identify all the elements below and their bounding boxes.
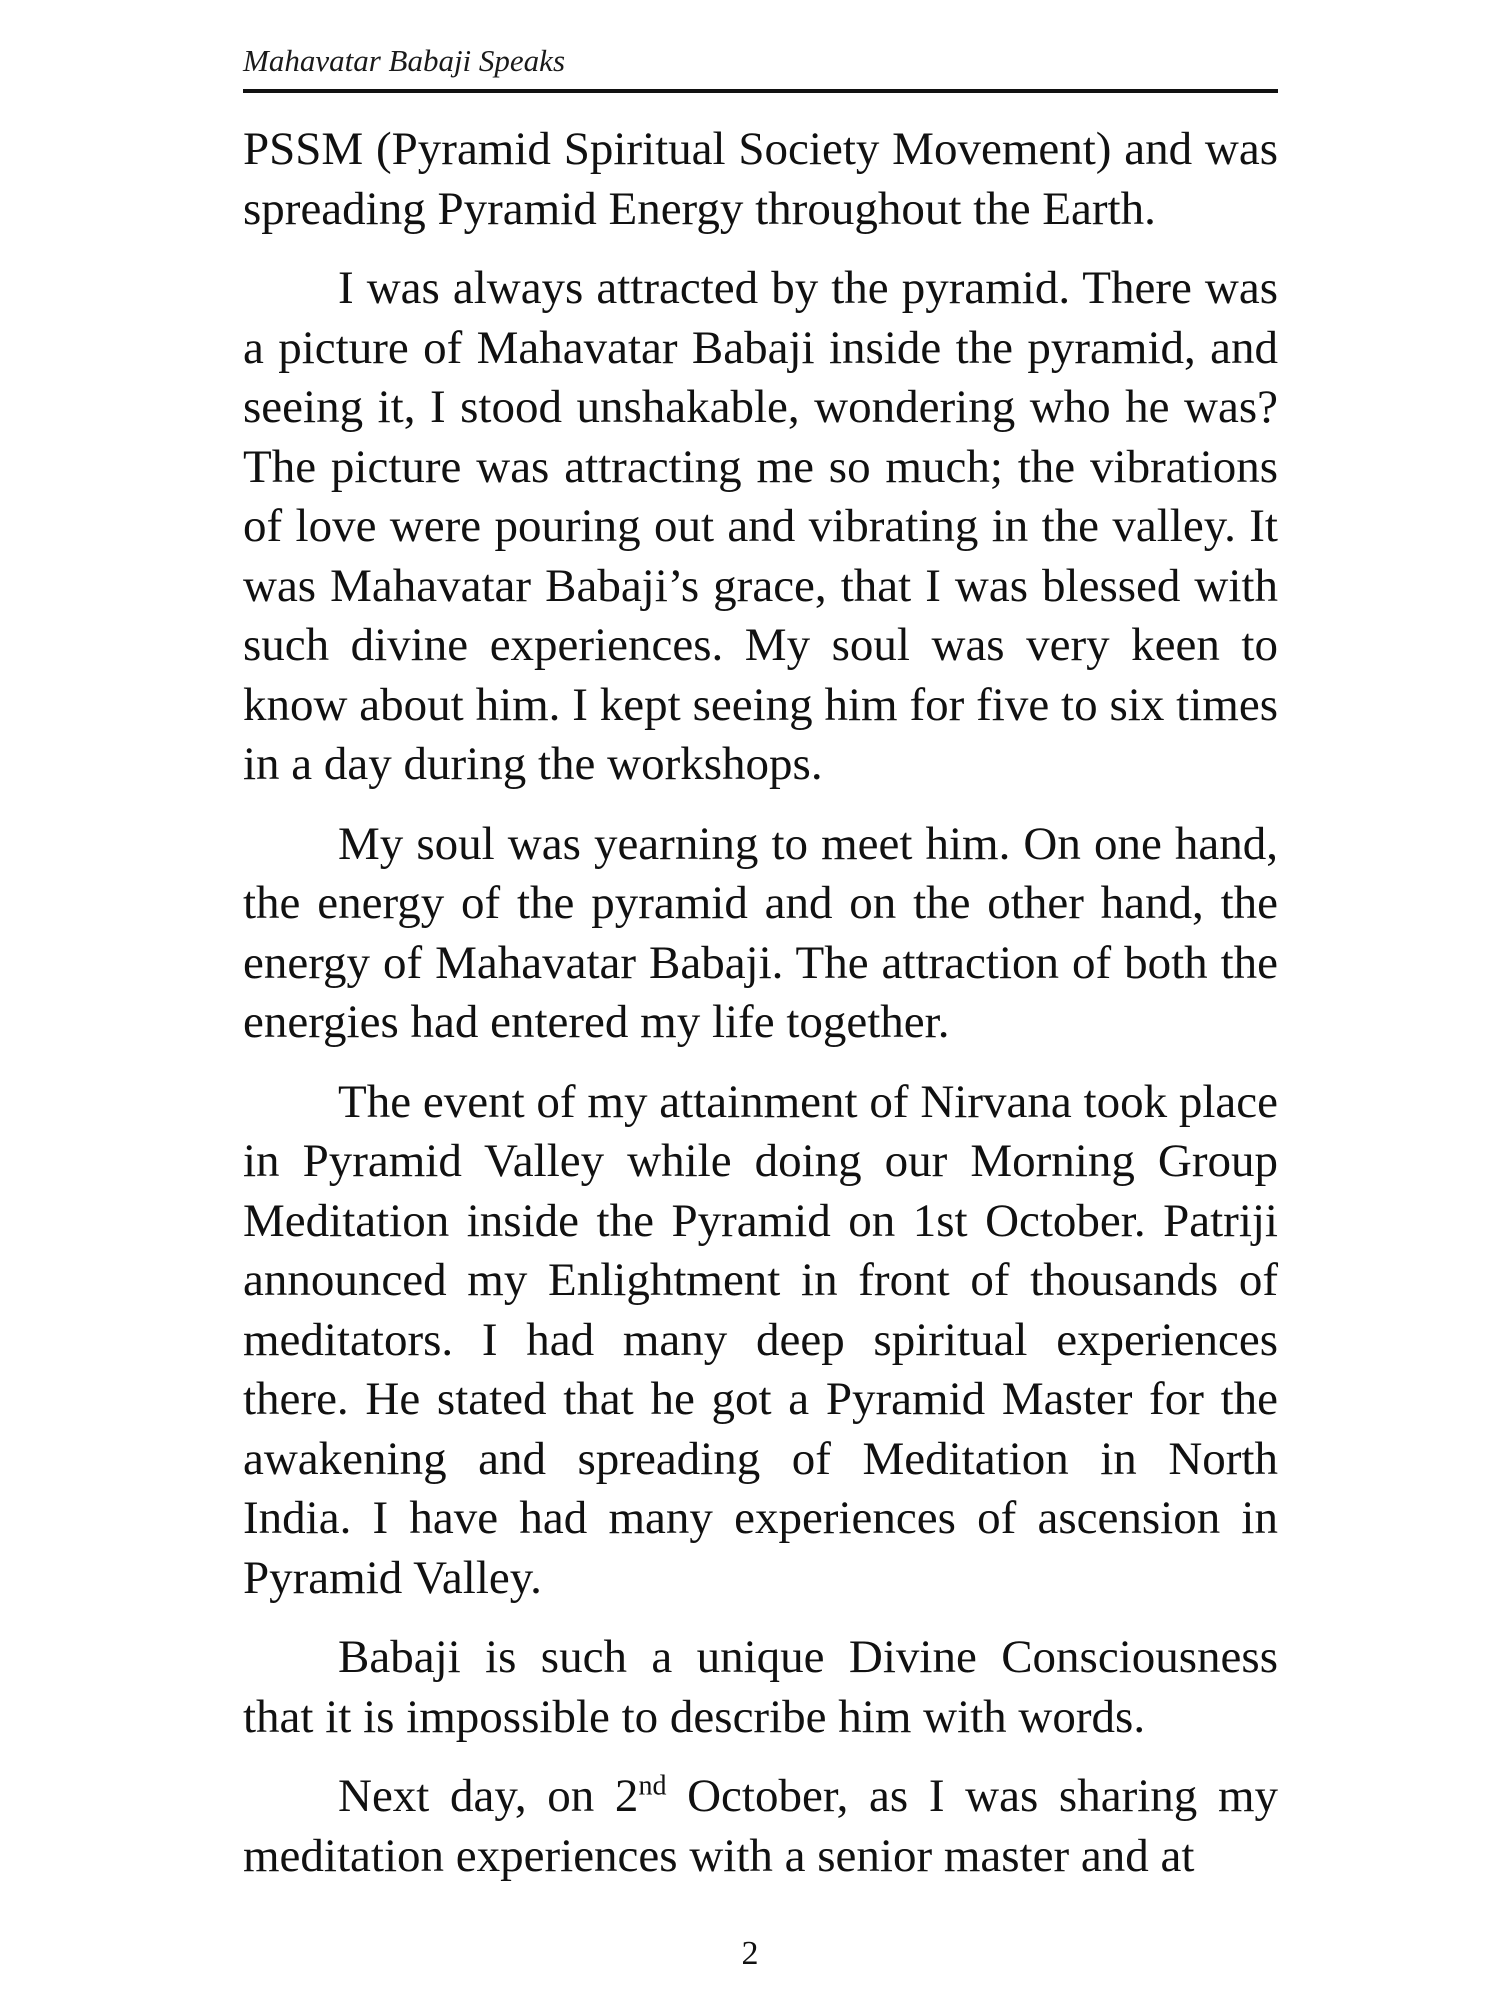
paragraph-2: I was always attracted by the pyramid. There was a picture of Mahavatar Babaji inside the pyramid, and seeing it, I stood unshakable, wondering who he was? The picture was attracting me so much; the vibrations of love were pouring out and vibrating in the valley. It was Mahavatar Babaji’s grace, that I was blessed with such divine experiences. My soul was very keen to know about him. I kept seeing him for five to six times in a day during the workshops. bbox=[243, 262, 1278, 790]
paragraph-6-end: October, as I was sharing my meditation experiences with a senior master and at bbox=[243, 1770, 1279, 1882]
ordinal-suffix: nd bbox=[638, 1770, 667, 1802]
paragraph-3: My soul was yearning to meet him. On one hand, the energy of the pyramid and on the other hand, the energy of Mahavatar Babaji. The attraction of both the energies had entered my life together. bbox=[243, 817, 1278, 1048]
body-text bbox=[243, 120, 1278, 1906]
paragraph-4: The event of my attainment of Nirvana took place in Pyramid Valley while doing our Morning Group Meditation inside the Pyramid on 1st October. Patriji announced my Enlightment in front of thousands of meditators. I had many deep spiritual experiences there. He stated that he got a Pyramid Master for the awakening and spreading of Meditation in North India. I have had many experiences of ascension in Pyramid Valley. bbox=[243, 1075, 1278, 1604]
paragraph-1: PSSM (Pyramid Spiritual Society Movement) and was spreading Pyramid Energy throughout the Earth. bbox=[243, 123, 1278, 235]
paragraph-5: Babaji is such a unique Divine Consciousness that it is impossible to describe him with words. bbox=[243, 1631, 1278, 1743]
header-rule bbox=[243, 89, 1278, 93]
page-number: 2 bbox=[741, 1935, 759, 1972]
paragraph-6 bbox=[243, 1767, 1278, 1886]
running-head-title: Mahavatar Babaji Speaks bbox=[243, 43, 566, 78]
paragraph-6-start: Next day, on 2 bbox=[338, 1770, 639, 1822]
